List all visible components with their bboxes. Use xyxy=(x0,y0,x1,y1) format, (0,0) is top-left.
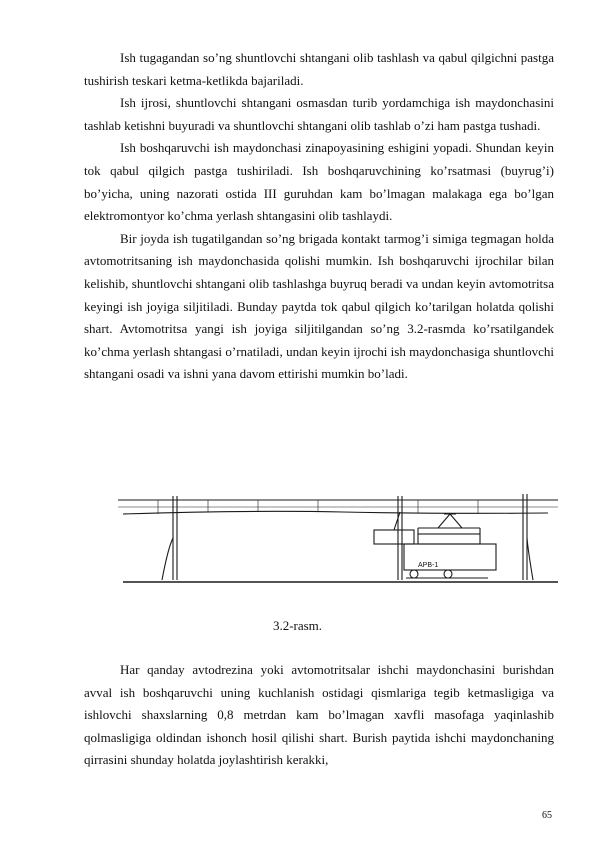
figure-caption: 3.2-rasm. xyxy=(272,618,323,633)
wheel xyxy=(410,570,418,578)
mast-center xyxy=(398,496,402,580)
top-text-block xyxy=(84,47,554,386)
paragraph: Bir joyda ish tugatilgandan so’ng brigada kontakt tarmog’i simiga tegmagan holda avtomotritsaning ish maydonchasida qolishi mumkin. Ish boshqaruvchi ijrochilar bilan kelishib, shuntlovchi shtangani olib tashlashga buyruq beradi va undan keyin avtomotritsa keyingi ish joyiga siljitiladi. Bunday paytda tok qabul qilgich ko’tarilgan holatda qolishi shart. Avtomotritsa yangi ish joyiga siljitilgandan so’ng 3.2-rasmda ko’rsatilgandek ko’chma yerlash shtangasi o’rnatiladi, undan keyin ijrochi ish maydonchasiga shuntlovchi shtangani osadi va ishni yana davom ettirishi mumkin bo’ladi. xyxy=(84,230,554,382)
grounding-rod xyxy=(394,512,400,530)
paragraph: Ish boshqaruvchi ish maydonchasi zinapoyasining eshigini yopadi. Shundan keyin tok qabul qilgich pastga tushiriladi. Ish boshqaruvchining ko’rsatmasi (buyrug’i) bo’yicha, uning nazorati ostida III guruhdan kam bo’lmagan malakaga ega bo’lgan elektromontyor ko’chma yerlash shtangasini olib tashlaydi. xyxy=(84,140,554,224)
vehicle-cab xyxy=(374,530,414,544)
platform-rail xyxy=(418,528,480,534)
figure-catenary-drawing xyxy=(118,488,558,590)
paragraph: Har qanday avtodrezina yoki avtomotritsalar ishchi maydonchasini burishdan avval ish boshqaruvchi uning kuchlanish ostidagi qismlariga tegib ketmasligiga va ishlovchi shaxslarning 0,8 metrdan kam bo’lmagan xavfli masofaga yaqinlashib qolmasligiga oldindan ishonch hosil qilishi shart. Burish paytida ishchi maydonchaning qirrasini shunday holatda joylashtirish kerakki, xyxy=(84,662,554,768)
bottom-text-block xyxy=(84,659,554,772)
pantograph xyxy=(438,514,462,528)
page-number: 65 xyxy=(542,810,552,821)
paragraph: Ish tugagandan so’ng shuntlovchi shtangani olib tashlash va qabul qilgichni pastga tushirish teskari ketma-ketlikda bajariladi. xyxy=(84,50,554,88)
mast-left xyxy=(173,496,177,580)
paragraph: Ish ijrosi, shuntlovchi shtangani osmasdan turib yordamchiga ish maydonchasini tashlab ketishni buyuradi va shuntlovchi shtangani olib tashlab o’zi ham pastga tushadi. xyxy=(84,95,554,133)
contact-wire xyxy=(123,511,548,514)
vehicle-label: АРВ-1 xyxy=(418,562,439,569)
work-platform xyxy=(418,534,480,544)
wheel xyxy=(444,570,452,578)
mast-brace-left xyxy=(162,538,173,580)
mast-brace-right xyxy=(527,538,533,580)
catenary-drawing xyxy=(118,488,558,590)
